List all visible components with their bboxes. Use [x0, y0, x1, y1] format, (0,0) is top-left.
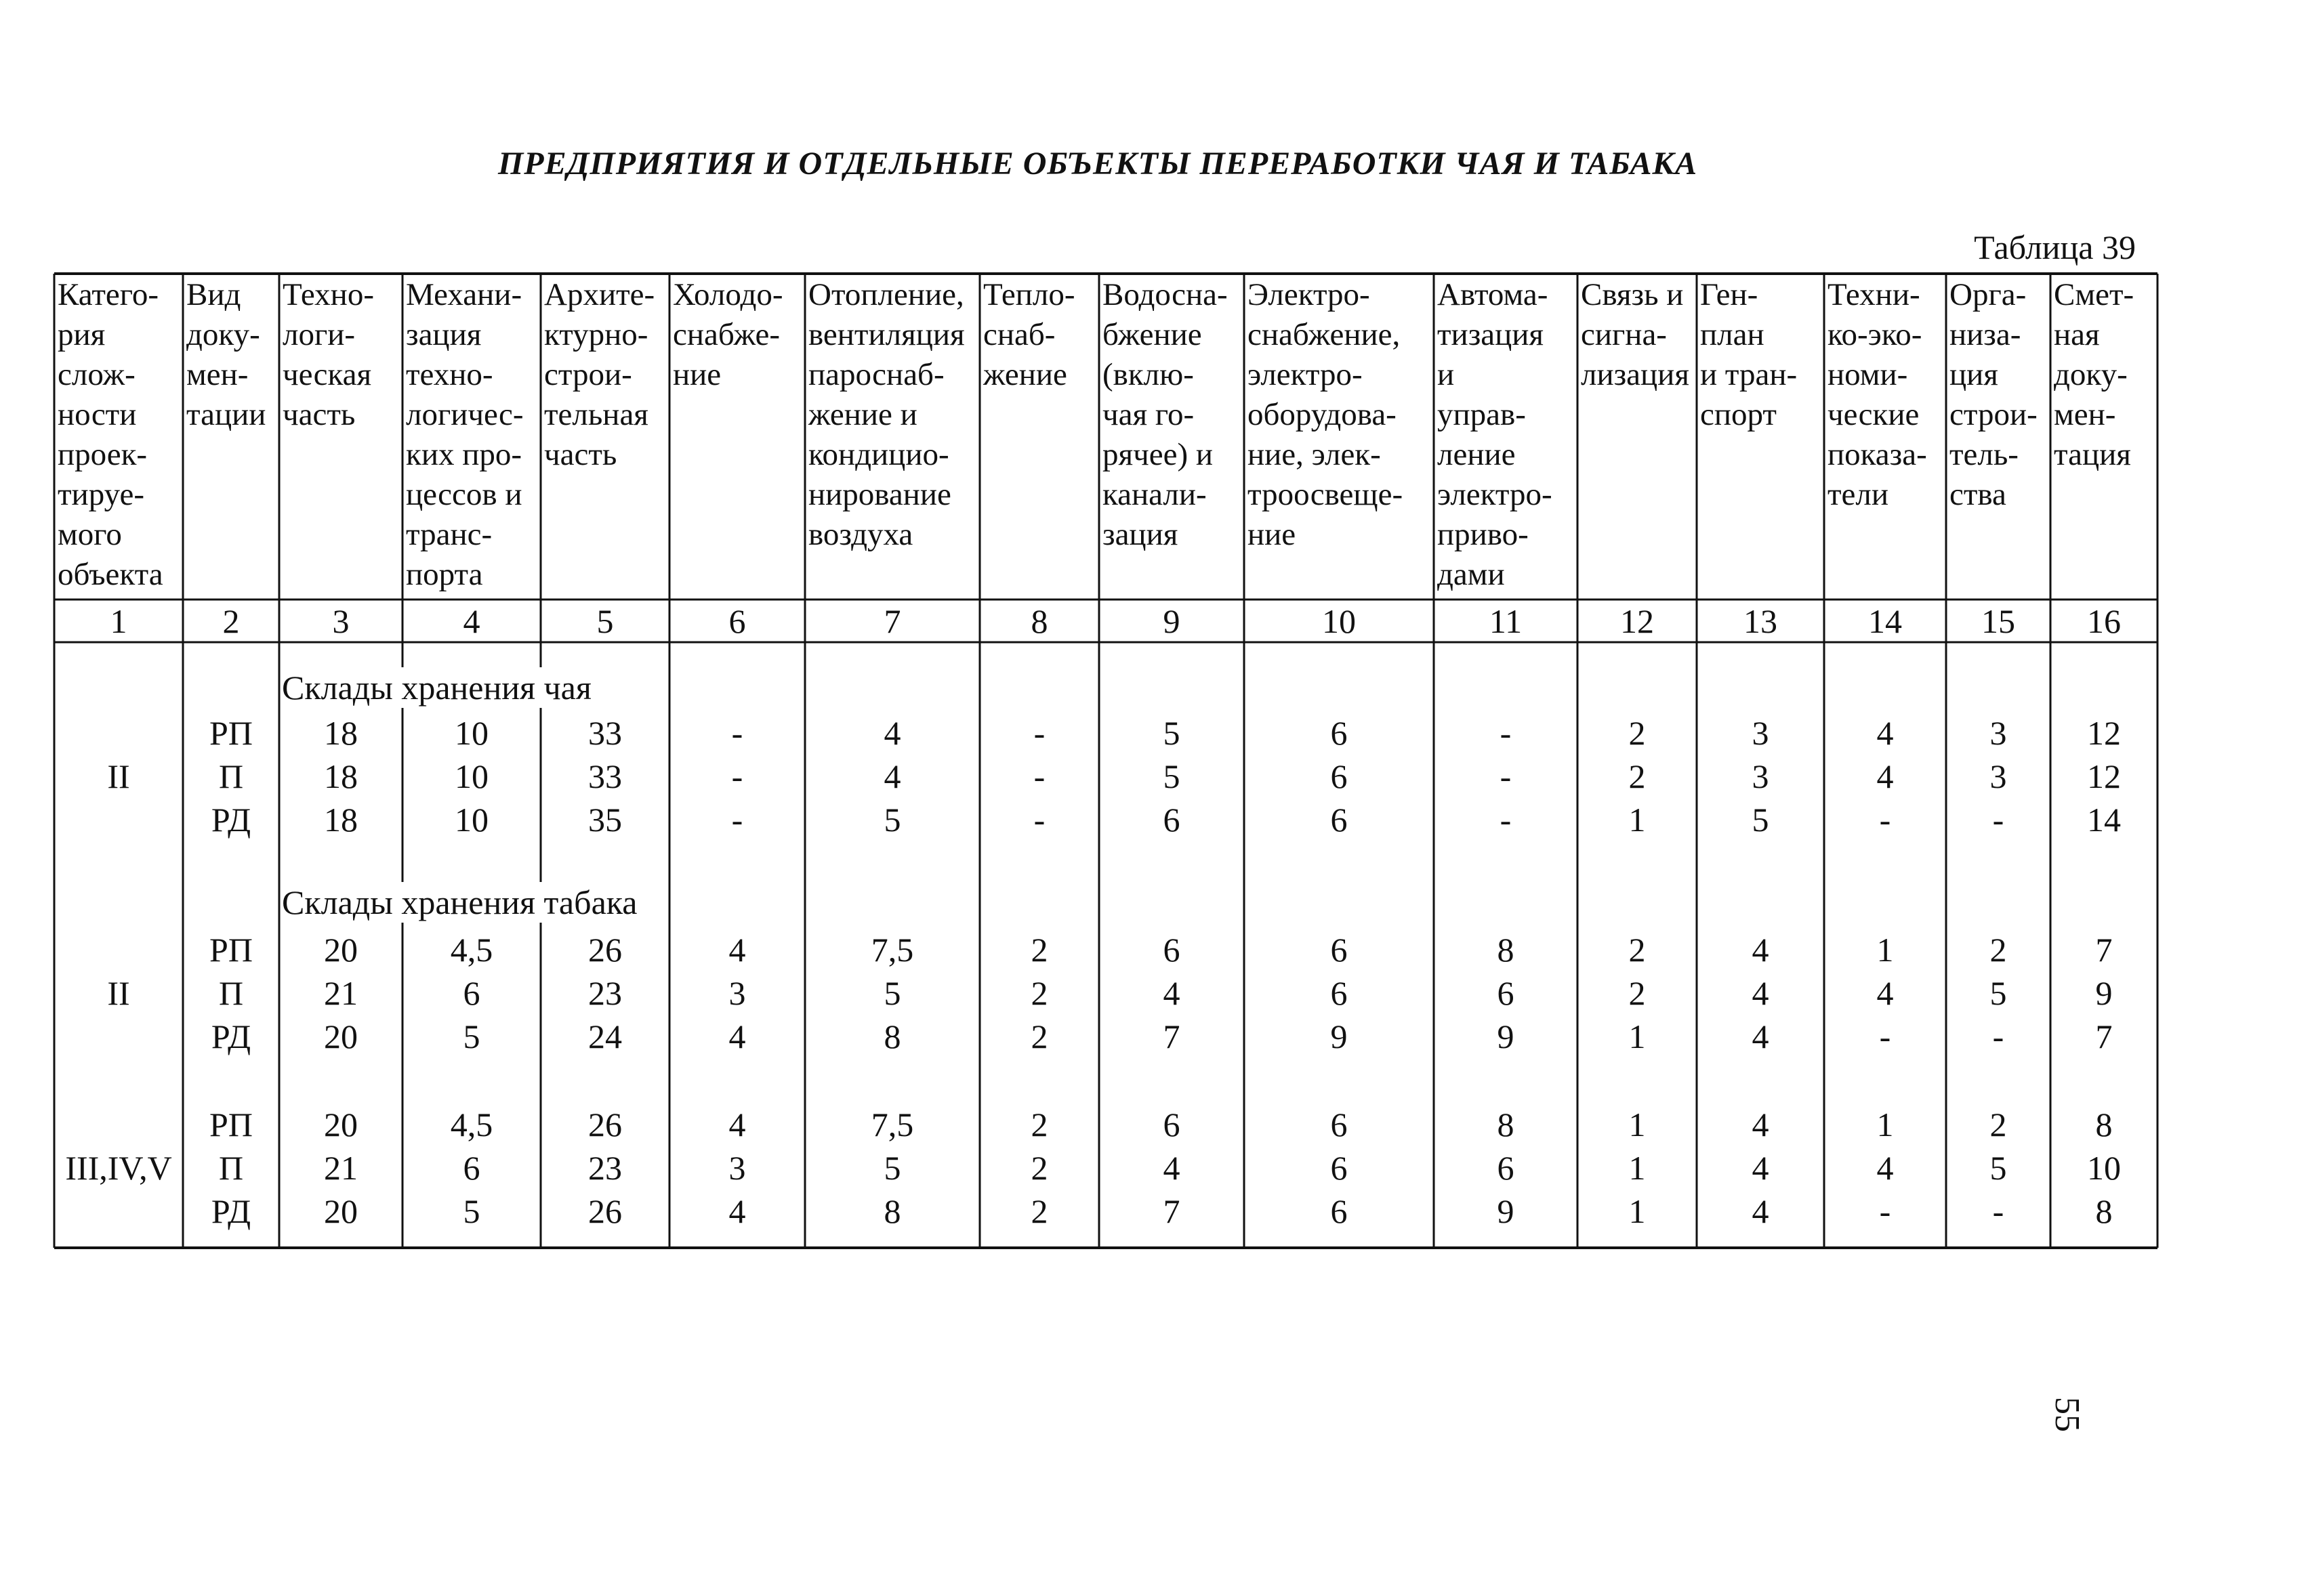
- table-cell: -: [1500, 714, 1512, 752]
- table-cell: 10: [455, 801, 489, 839]
- column-number: 1: [110, 602, 127, 640]
- table-cell: 4: [728, 1017, 746, 1055]
- table-cell: РП: [209, 931, 253, 969]
- column-header: Вид доку- мен- тации: [186, 277, 266, 432]
- column-header: Архите- ктурно- строи- тельная часть: [544, 277, 655, 472]
- table-cell: 7,5: [871, 1106, 914, 1143]
- table-cell: -: [731, 801, 743, 839]
- table-cell: 20: [324, 1106, 358, 1143]
- category-cell: II: [107, 974, 130, 1012]
- column-header: Холодо- снабже- ние: [673, 277, 783, 392]
- table-cell: 4: [728, 931, 746, 969]
- table-cell: 2: [1031, 1192, 1048, 1230]
- table-cell: 1: [1628, 1149, 1646, 1187]
- column-number: 4: [463, 602, 480, 640]
- table-cell: 6: [1497, 1149, 1514, 1187]
- table-cell: 4: [1752, 931, 1769, 969]
- table-cell: 33: [588, 757, 622, 795]
- table-cell: -: [731, 757, 743, 795]
- table-cell: 6: [1330, 1149, 1348, 1187]
- table-cell: 8: [1497, 931, 1514, 969]
- column-number: 11: [1489, 602, 1523, 640]
- table-cell: 6: [1497, 974, 1514, 1012]
- column-header: Отопление, вентиляция пароснаб- жение и кондицио- нирование воздуха: [808, 277, 965, 552]
- table-cell: 7: [1163, 1017, 1180, 1055]
- column-number: 2: [222, 602, 240, 640]
- table-cell: 9: [1497, 1192, 1514, 1230]
- group-label: Склады хранения чая: [282, 669, 592, 707]
- table-cell: -: [1500, 757, 1512, 795]
- table-cell: 4: [1876, 714, 1894, 752]
- category-cell: II: [107, 757, 130, 795]
- table-cell: 4: [1752, 1149, 1769, 1187]
- table-cell: РП: [209, 714, 253, 752]
- table-cell: 21: [324, 974, 358, 1012]
- table-cell: 6: [463, 974, 480, 1012]
- table-cell: -: [1879, 1192, 1891, 1230]
- table-cell: 6: [1330, 714, 1348, 752]
- column-header: Техно- логи- ческая часть: [283, 277, 374, 432]
- table-cell: 14: [2087, 801, 2121, 839]
- table-cell: 4: [1876, 1149, 1894, 1187]
- table-cell: 24: [588, 1017, 622, 1055]
- table-cell: 20: [324, 1192, 358, 1230]
- column-header: Электро- снабжение, электро- оборудова- ние, элек- троосвеще- ние: [1247, 277, 1403, 552]
- table-cell: -: [1033, 714, 1046, 752]
- page-number: 55: [2048, 1397, 2086, 1432]
- table-cell: 3: [728, 974, 746, 1012]
- table-cell: 4: [728, 1106, 746, 1143]
- table-cell: 5: [1163, 714, 1180, 752]
- table-cell: 4: [884, 714, 901, 752]
- table-cell: П: [218, 757, 244, 795]
- table-cell: -: [1992, 1017, 2004, 1055]
- column-header: Водосна- бжение (вклю- чая го- рячее) и канали- зация: [1102, 277, 1228, 552]
- table-cell: 9: [1497, 1017, 1514, 1055]
- table-cell: 5: [1163, 757, 1180, 795]
- table-cell: 23: [588, 1149, 622, 1187]
- table-cell: 3: [1752, 757, 1769, 795]
- table-cell: 2: [1989, 1106, 2007, 1143]
- table-cell: 6: [463, 1149, 480, 1187]
- table-cell: 2: [1031, 1106, 1048, 1143]
- table-cell: 7: [1163, 1192, 1180, 1230]
- table-cell: 20: [324, 1017, 358, 1055]
- table-cell: 8: [884, 1192, 901, 1230]
- column-number: 14: [1868, 602, 1902, 640]
- table-cell: -: [1033, 757, 1046, 795]
- table-cell: -: [1500, 801, 1512, 839]
- table-cell: 6: [1163, 931, 1180, 969]
- table-cell: 4,5: [450, 931, 493, 969]
- table-cell: 6: [1330, 757, 1348, 795]
- table-cell: 12: [2087, 757, 2121, 795]
- table-cell: 20: [324, 931, 358, 969]
- table-cell: 6: [1330, 1106, 1348, 1143]
- table-cell: 2: [1628, 714, 1646, 752]
- table-cell: 4: [1752, 974, 1769, 1012]
- table-cell: -: [731, 714, 743, 752]
- table-cell: 8: [884, 1017, 901, 1055]
- table-cell: 2: [1628, 757, 1646, 795]
- table-cell: 5: [463, 1017, 480, 1055]
- table-cell: 18: [324, 714, 358, 752]
- table-cell: 5: [1989, 1149, 2007, 1187]
- table-cell: 9: [2095, 974, 2113, 1012]
- table-cell: РД: [211, 801, 251, 839]
- table-cell: 1: [1628, 801, 1646, 839]
- group-label: Склады хранения табака: [282, 883, 638, 921]
- table-cell: -: [1879, 1017, 1891, 1055]
- table-cell: 2: [1031, 1149, 1048, 1187]
- column-number: 7: [884, 602, 901, 640]
- column-number: 3: [332, 602, 350, 640]
- table-cell: 6: [1330, 801, 1348, 839]
- column-number: 5: [596, 602, 614, 640]
- table-cell: 1: [1876, 1106, 1894, 1143]
- table-cell: 2: [1989, 931, 2007, 969]
- table-cell: 4: [1752, 1017, 1769, 1055]
- table-cell: 2: [1628, 931, 1646, 969]
- table-cell: 26: [588, 931, 622, 969]
- column-number: 8: [1031, 602, 1048, 640]
- table-cell: 6: [1330, 974, 1348, 1012]
- table-cell: 10: [2087, 1149, 2121, 1187]
- column-number: 16: [2087, 602, 2121, 640]
- table-cell: 4: [1876, 974, 1894, 1012]
- table-cell: 4: [1752, 1192, 1769, 1230]
- table-cell: 5: [1752, 801, 1769, 839]
- table-cell: 1: [1628, 1192, 1646, 1230]
- table-cell: 2: [1031, 931, 1048, 969]
- table-cell: 6: [1330, 931, 1348, 969]
- table-cell: 33: [588, 714, 622, 752]
- column-number: 13: [1743, 602, 1777, 640]
- column-number: 6: [728, 602, 746, 640]
- table-cell: 8: [2095, 1192, 2113, 1230]
- table-cell: 5: [463, 1192, 480, 1230]
- table-cell: 4: [1163, 974, 1180, 1012]
- table-cell: 2: [1628, 974, 1646, 1012]
- table-cell: П: [218, 974, 244, 1012]
- table-cell: 8: [2095, 1106, 2113, 1143]
- table-cell: 9: [1330, 1017, 1348, 1055]
- table-cell: 7: [2095, 1017, 2113, 1055]
- table-cell: РД: [211, 1017, 251, 1055]
- table-cell: 12: [2087, 714, 2121, 752]
- table-cell: 6: [1163, 801, 1180, 839]
- table-cell: 18: [324, 801, 358, 839]
- column-number: 9: [1163, 602, 1180, 640]
- table-cell: 35: [588, 801, 622, 839]
- table-cell: 3: [1752, 714, 1769, 752]
- table-cell: РП: [209, 1106, 253, 1143]
- table-cell: 23: [588, 974, 622, 1012]
- table-cell: 4: [1752, 1106, 1769, 1143]
- table-cell: -: [1033, 801, 1046, 839]
- table-cell: -: [1992, 1192, 2004, 1230]
- table-cell: 4: [1876, 757, 1894, 795]
- table-cell: 5: [884, 1149, 901, 1187]
- column-number: 12: [1620, 602, 1654, 640]
- column-header: Техни- ко-эко- номи- ческие показа- тели: [1827, 277, 1927, 512]
- table-cell: 3: [1989, 714, 2007, 752]
- table-cell: 21: [324, 1149, 358, 1187]
- table-cell: РД: [211, 1192, 251, 1230]
- table-cell: 5: [884, 801, 901, 839]
- column-number: 10: [1322, 602, 1356, 640]
- table-cell: 3: [1989, 757, 2007, 795]
- table-cell: 4,5: [450, 1106, 493, 1143]
- category-cell: III,IV,V: [65, 1149, 172, 1187]
- table-cell: 8: [1497, 1106, 1514, 1143]
- page-title: ПРЕДПРИЯТИЯ И ОТДЕЛЬНЫЕ ОБЪЕКТЫ ПЕРЕРАБОТКИ ЧАЯ И ТАБАКА: [497, 146, 1698, 182]
- table-cell: 5: [1989, 974, 2007, 1012]
- column-header: Механи- зация техно- логичес- ких про- цессов и транс- порта: [406, 277, 524, 592]
- table-cell: 10: [455, 714, 489, 752]
- table-cell: 1: [1876, 931, 1894, 969]
- table-cell: 18: [324, 757, 358, 795]
- table-cell: 26: [588, 1106, 622, 1143]
- table-cell: 2: [1031, 1017, 1048, 1055]
- table-cell: 4: [884, 757, 901, 795]
- table-cell: 3: [728, 1149, 746, 1187]
- column-header: Автома- тизация и управ- ление электро- приво- дами: [1437, 277, 1552, 592]
- table-cell: 5: [884, 974, 901, 1012]
- table-cell: 1: [1628, 1017, 1646, 1055]
- table-cell: 4: [728, 1192, 746, 1230]
- table-cell: 7: [2095, 931, 2113, 969]
- column-header: Катего- рия слож- ности проек- тируе- мого объекта: [58, 277, 163, 592]
- table-cell: 10: [455, 757, 489, 795]
- table-cell: П: [218, 1149, 244, 1187]
- table-cell: -: [1879, 801, 1891, 839]
- table-cell: 2: [1031, 974, 1048, 1012]
- table-cell: 1: [1628, 1106, 1646, 1143]
- column-number: 15: [1981, 602, 2015, 640]
- column-header: Тепло- снаб- жение: [983, 277, 1075, 392]
- column-header: Смет- ная доку- мен- тация: [2054, 277, 2134, 472]
- table-label: Таблица 39: [1974, 228, 2136, 266]
- column-header: Орга- низа- ция строи- тель- ства: [1949, 277, 2038, 512]
- table-cell: 7,5: [871, 931, 914, 969]
- table-cell: 4: [1163, 1149, 1180, 1187]
- table-cell: -: [1992, 801, 2004, 839]
- table-cell: 6: [1163, 1106, 1180, 1143]
- column-header: Связь и сигна- лизация: [1581, 277, 1689, 392]
- column-header: Ген- план и тран- спорт: [1700, 277, 1798, 432]
- table-cell: 6: [1330, 1192, 1348, 1230]
- table-cell: 26: [588, 1192, 622, 1230]
